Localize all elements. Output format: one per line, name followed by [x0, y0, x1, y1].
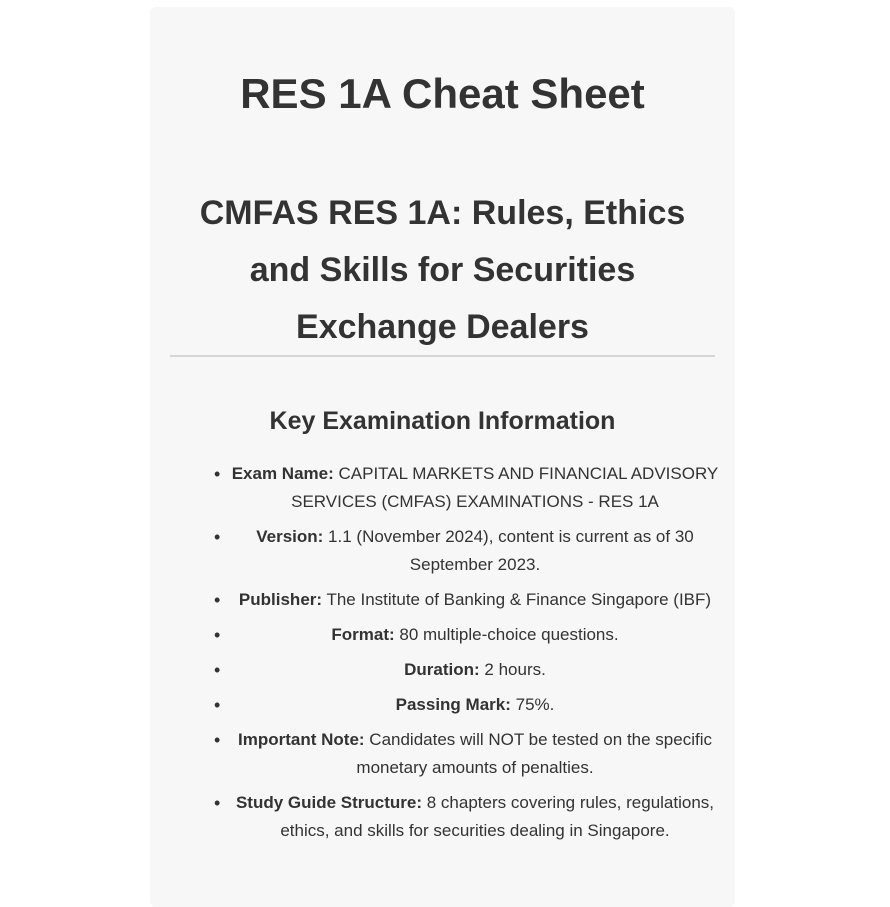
item-text: 8 chapters covering rules, regulations, ethics, and skills for securities dealing in Singapore. — [280, 793, 715, 840]
item-label: Format: — [331, 625, 395, 644]
item-label: Study Guide Structure: — [235, 793, 423, 812]
page-subtitle: CMFAS RES 1A: Rules, Ethics and Skills for Securities Exchange Dealers — [199, 194, 686, 346]
section-heading: Key Examination Information — [269, 407, 616, 435]
item-label: Publisher: — [238, 590, 323, 609]
bullet-icon: • — [214, 695, 221, 715]
bullet-icon: • — [214, 793, 221, 813]
bullet-icon: • — [214, 625, 221, 645]
list-item — [210, 586, 720, 614]
list-item — [210, 726, 720, 782]
item-label: Duration: — [404, 660, 480, 679]
item-text: 80 multiple-choice questions. — [394, 625, 619, 644]
list-item — [210, 523, 720, 579]
list-item — [210, 789, 720, 845]
item-text: 2 hours. — [479, 660, 546, 679]
list-item — [210, 621, 720, 649]
page-title: RES 1A Cheat Sheet — [240, 70, 645, 117]
item-text: 75%. — [510, 695, 555, 714]
item-text: 1.1 (November 2024), content is current as of 30 September 2023. — [323, 527, 694, 574]
cheat-sheet-card — [150, 7, 735, 907]
list-item — [210, 691, 720, 719]
bullet-icon: • — [214, 527, 221, 547]
bullet-icon: • — [214, 730, 221, 750]
item-label: Important Note: — [238, 730, 365, 749]
item-text: CAPITAL MARKETS AND FINANCIAL ADVISORY SERVICES (CMFAS) EXAMINATIONS - RES 1A — [291, 464, 719, 511]
item-text: The Institute of Banking & Finance Singapore (IBF) — [322, 590, 712, 609]
bullet-icon: • — [214, 590, 221, 610]
list-item — [210, 656, 720, 684]
item-label: Version: — [256, 527, 324, 546]
bullet-icon: • — [214, 660, 221, 680]
exam-info-list — [210, 460, 720, 852]
item-text: Candidates will NOT be tested on the specific monetary amounts of penalties. — [356, 730, 712, 777]
item-label: Exam Name: — [231, 464, 334, 483]
bullet-icon: • — [214, 464, 221, 484]
item-label: Passing Mark: — [395, 695, 511, 714]
divider — [170, 355, 715, 357]
list-item — [210, 460, 720, 516]
